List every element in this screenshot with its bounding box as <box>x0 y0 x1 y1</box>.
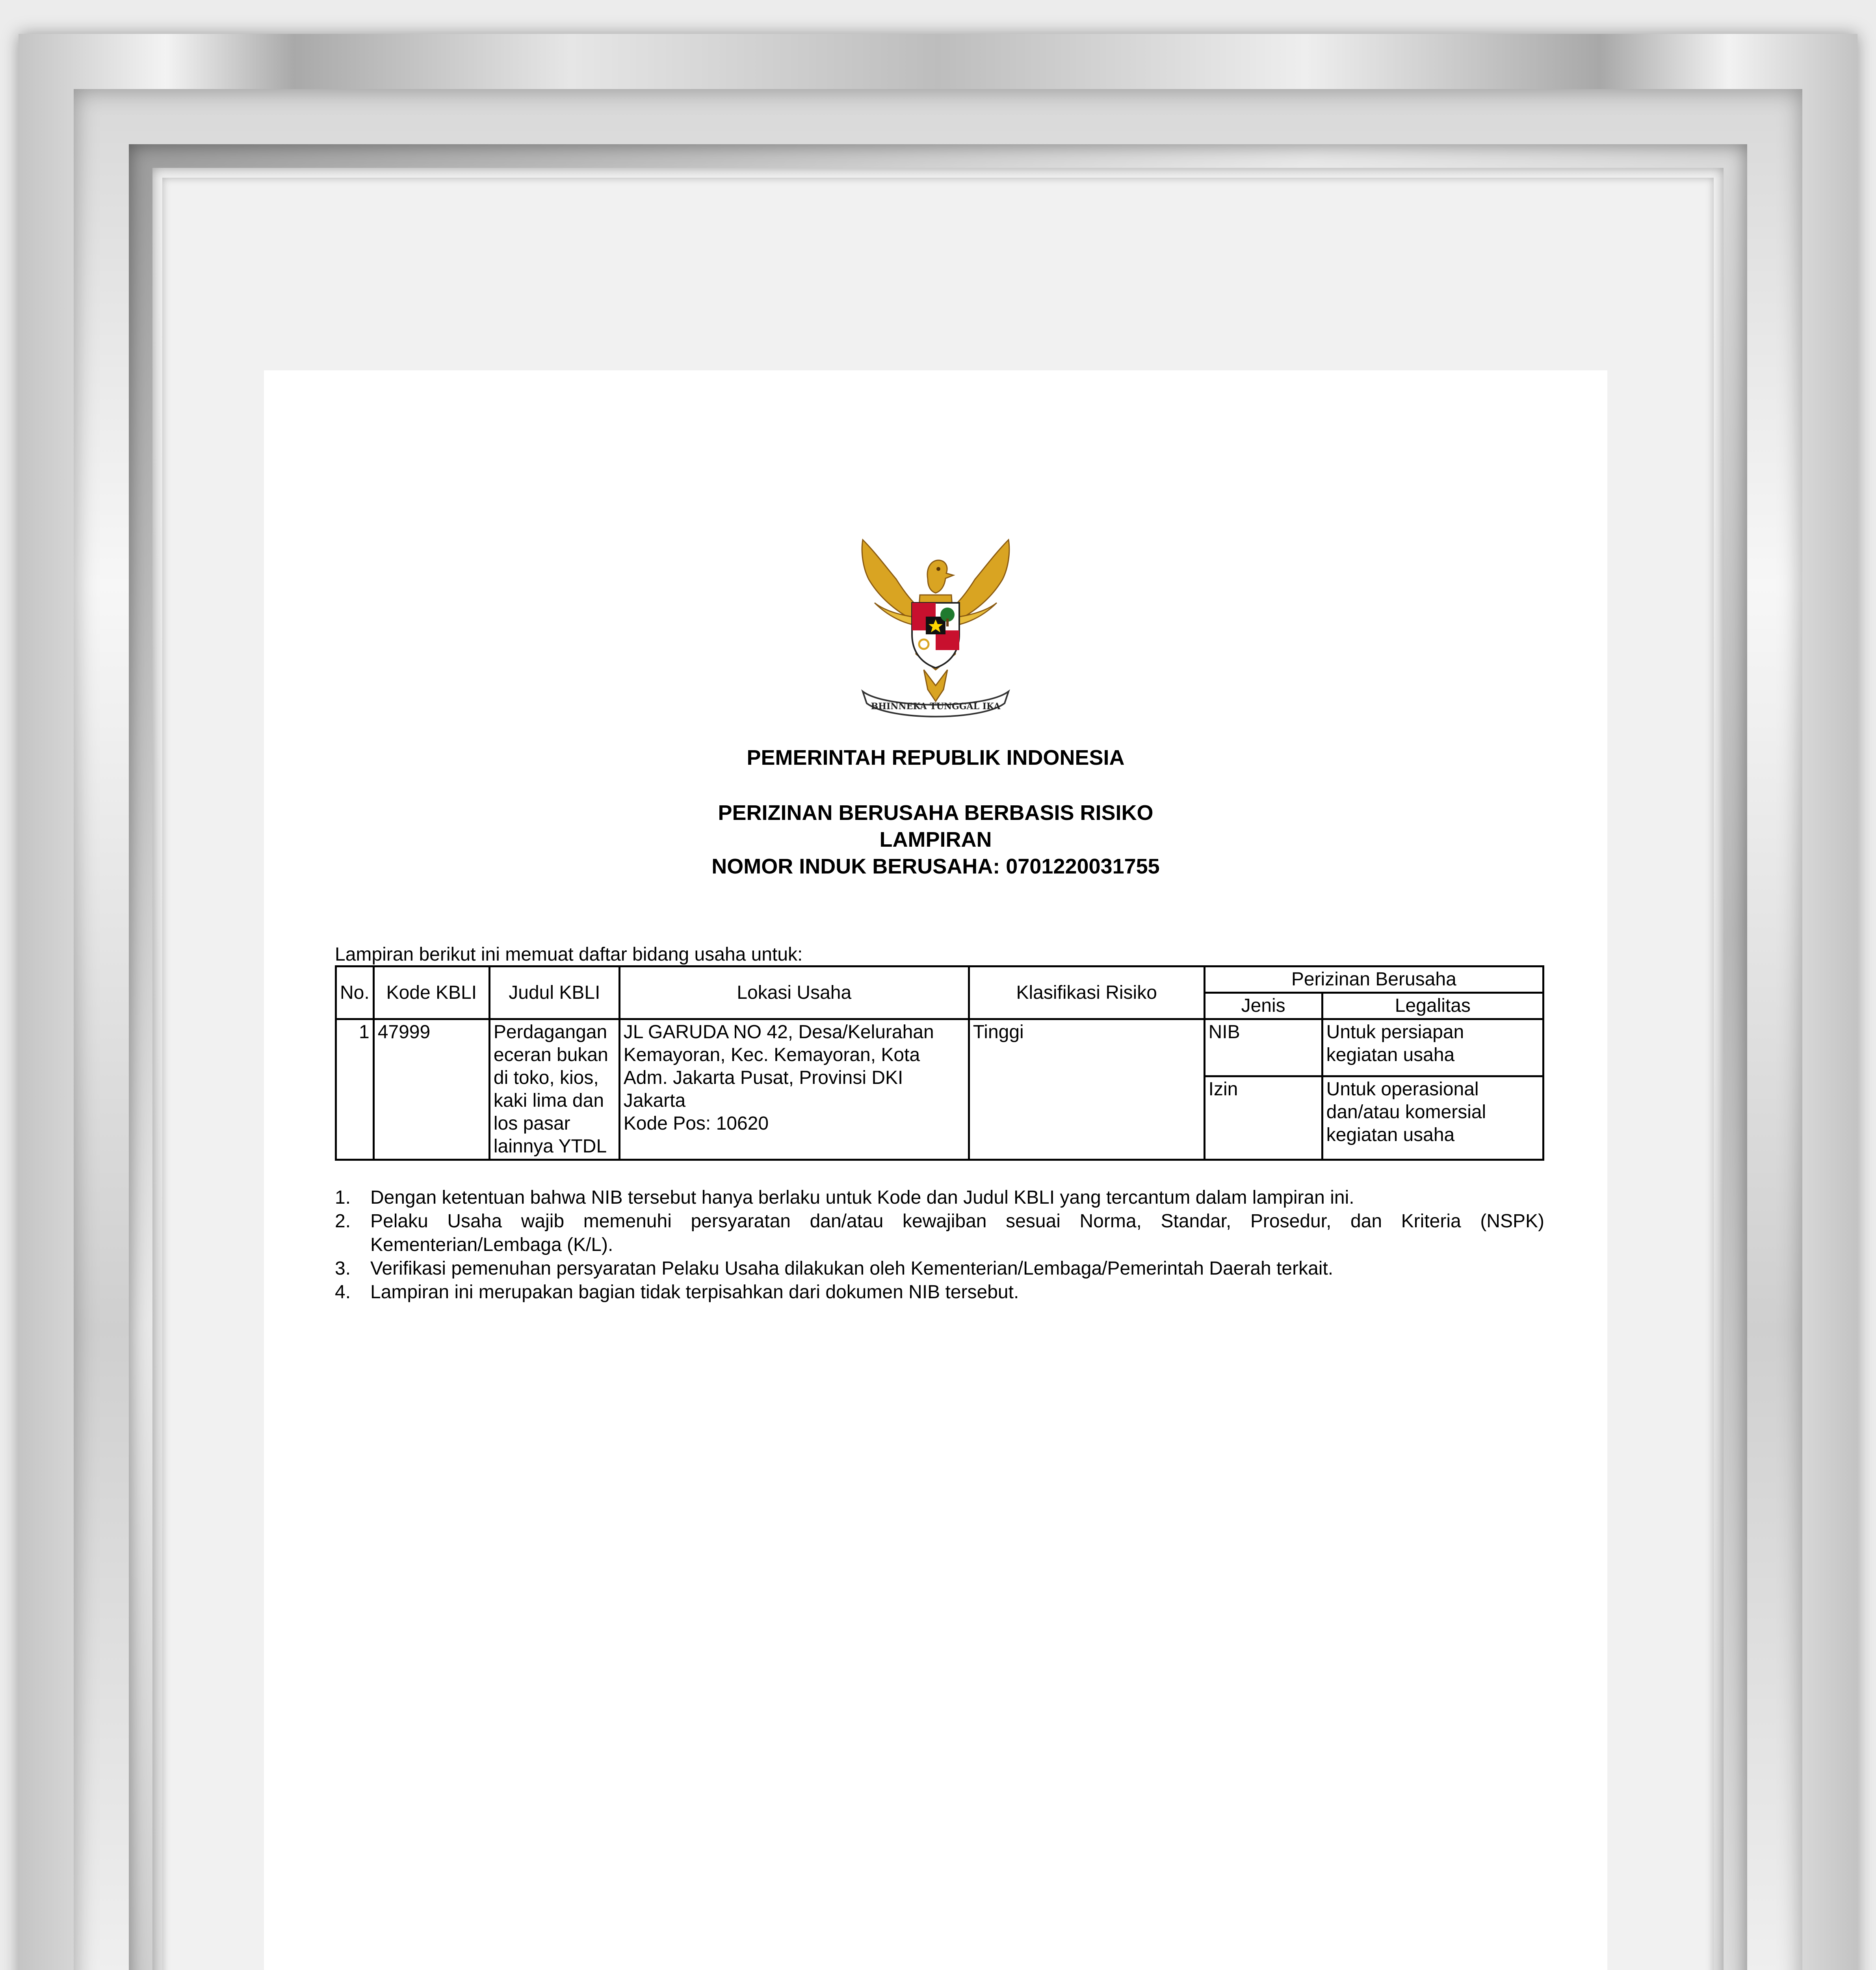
cell-no: 1 <box>336 1019 374 1160</box>
header-kode-kbli: Kode KBLI <box>373 966 489 1019</box>
cell-legalitas <box>1322 1076 1543 1160</box>
garuda-pancasila-emblem-icon <box>847 536 1024 721</box>
header-perizinan-berusaha: Perizinan Berusaha <box>1204 966 1543 993</box>
cell-kode-kbli: 47999 <box>373 1019 489 1160</box>
judul-line: eceran bukan <box>493 1044 608 1065</box>
header-no: No. <box>336 966 374 1019</box>
lokasi-line: Kemayoran, Kec. Kemayoran, Kota <box>623 1044 920 1065</box>
header-jenis: Jenis <box>1204 993 1322 1019</box>
list-item: 2. Pelaku Usaha wajib memenuhi persyaratan dan/atau kewajiban sesuai Norma, Standar, Prosedur, dan Kriteria (NSPK) Kementerian/Lembaga (K/L). <box>335 1211 1544 1255</box>
judul-line: lainnya YTDL <box>493 1136 607 1157</box>
cell-legalitas <box>1322 1019 1543 1076</box>
document-title: PERIZINAN BERUSAHA BERBASIS RISIKO <box>718 801 1153 825</box>
legalitas-line: dan/atau komersial <box>1326 1101 1486 1123</box>
header-klasifikasi-risiko: Klasifikasi Risiko <box>969 966 1204 1019</box>
judul-line: di toko, kios, <box>493 1067 599 1088</box>
kbli-table <box>335 965 1544 1161</box>
cell-jenis: Izin <box>1204 1076 1322 1160</box>
lokasi-line: Adm. Jakarta Pusat, Provinsi DKI <box>623 1067 903 1088</box>
judul-line: kaki lima dan <box>493 1090 604 1111</box>
legalitas-line: kegiatan usaha <box>1326 1044 1455 1065</box>
lokasi-line: JL GARUDA NO 42, Desa/Kelurahan <box>623 1022 934 1043</box>
header-legalitas: Legalitas <box>1322 993 1543 1019</box>
judul-line: los pasar <box>493 1113 570 1134</box>
cell-lokasi-usaha <box>619 1019 969 1160</box>
table-row <box>336 1019 1544 1076</box>
cell-klasifikasi-risiko: Tinggi <box>969 1019 1204 1160</box>
list-item: 3. Verifikasi pemenuhan persyaratan Pelaku Usaha dilakukan oleh Kementerian/Lembaga/Pemerintah Daerah terkait. <box>335 1258 1334 1279</box>
svg-text:BHINNEKA TUNGGAL IKA: BHINNEKA TUNGGAL IKA <box>871 701 1001 712</box>
document-subtitle: LAMPIRAN <box>879 828 992 851</box>
legalitas-line: Untuk operasional <box>1326 1078 1479 1100</box>
notes-list <box>335 1186 1544 1304</box>
header-judul-kbli: Judul KBLI <box>489 966 619 1019</box>
intro-text: Lampiran berikut ini memuat daftar bidang usaha untuk: <box>335 944 803 965</box>
lokasi-line: Kode Pos: 10620 <box>623 1113 769 1134</box>
nib-number: NOMOR INDUK BERUSAHA: 0701220031755 <box>711 855 1160 878</box>
list-item: 1. Dengan ketentuan bahwa NIB tersebut hanya berlaku untuk Kode dan Judul KBLI yang tercantum dalam lampiran ini. <box>335 1187 1354 1208</box>
government-heading: PEMERINTAH REPUBLIK INDONESIA <box>747 746 1125 769</box>
document-page <box>264 370 1607 1970</box>
judul-line: Perdagangan <box>493 1022 607 1043</box>
lokasi-line: Jakarta <box>623 1090 686 1111</box>
cell-jenis: NIB <box>1204 1019 1322 1076</box>
header-lokasi-usaha: Lokasi Usaha <box>619 966 969 1019</box>
cell-judul-kbli <box>489 1019 619 1160</box>
list-item: 4. Lampiran ini merupakan bagian tidak terpisahkan dari dokumen NIB tersebut. <box>335 1282 1019 1303</box>
legalitas-line: Untuk persiapan <box>1326 1022 1464 1043</box>
legalitas-line: kegiatan usaha <box>1326 1124 1455 1145</box>
